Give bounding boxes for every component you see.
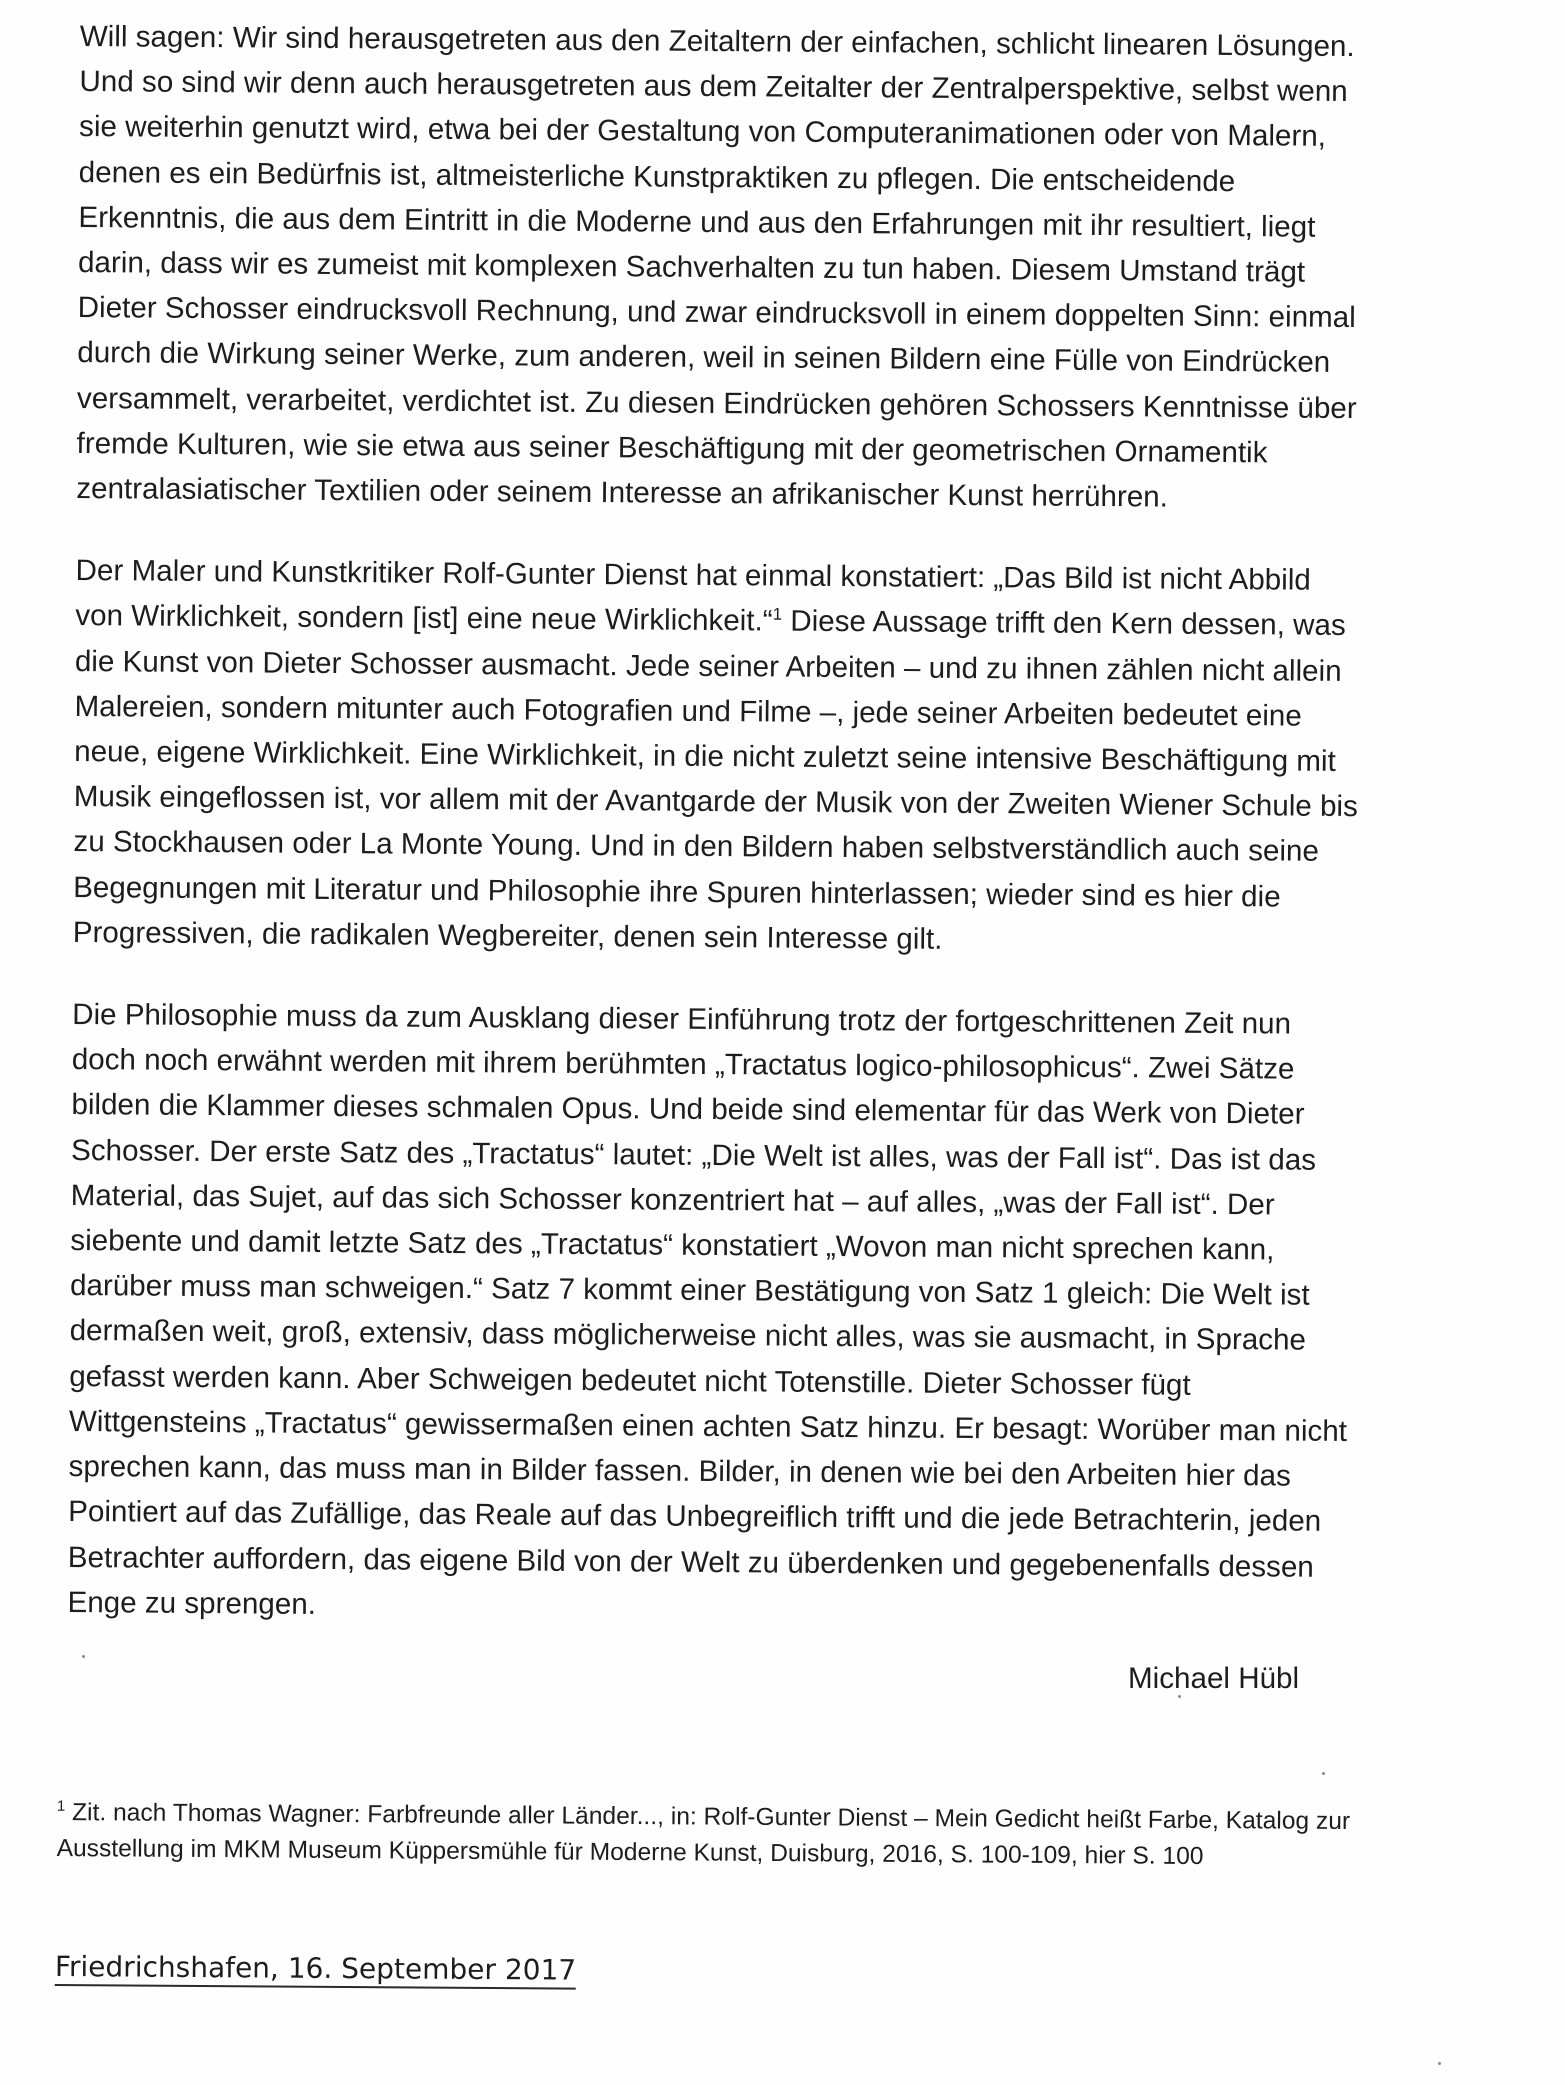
- scan-speck: [1438, 2062, 1441, 2065]
- paragraph-1: Will sagen: Wir sind herausgetreten aus den Zeitaltern der einfachen, schlicht linearen Lösungen. Und so sind wir denn auch herausgetreten aus dem Zeitalter der Zentralperspektive, selbst wenn sie weiterhin genutzt wird, etwa bei der Gestaltung von Computeranimationen oder von Malern, denen es ein Bedürfnis ist, altmeisterliche Kunstpraktiken zu pflegen. Die entscheidende Erkenntnis, die aus dem Eintritt in die Moderne und aus den Erfahrungen mit ihr resultiert, liegt darin, dass wir es zumeist mit komplexen Sachverhalten zu tun haben. Diesem Umstand trägt Dieter Schosser eindrucksvoll Rechnung, und zwar eindrucksvoll in einem doppelten Sinn: einmal durch die Wirkung seiner Werke, zum anderen, weil in seinen Bildern eine Fülle von Eindrücken versammelt, verarbeitet, verdichtet ist. Zu diesen Eindrücken gehören Schossers Kenntnisse über fremde Kulturen, wie sie etwa aus seiner Beschäftigung mit der geometrischen Ornamentik zentralasiatischer Textilien oder seinem Interesse an afrikanischer Kunst herrühren.: [76, 19, 1357, 514]
- author-signature: Michael Hübl: [1128, 1662, 1300, 1695]
- scan-speck: [1178, 1695, 1181, 1698]
- footnote-text: Zit. nach Thomas Wagner: Farbfreunde aller Länder..., in: Rolf-Gunter Dienst – Mein Gedicht heißt Farbe, Katalog zur Ausstellung im MKM Museum Küppersmühle für Moderne Kunst, Duisburg, 2016, S. 100-109, hier S. 100: [56, 1799, 1351, 1871]
- essay-body: [67, 14, 1520, 1673]
- paragraph-2-part-1: Der Maler und Kunstkritiker Rolf-Gunter Dienst hat einmal konstatiert: „Das Bild ist nicht Abbild von Wirklichkeit, sondern [ist] eine neue Wirklichkeit.“: [75, 554, 1311, 638]
- footnote-reference: 1: [772, 605, 783, 625]
- footnote: [56, 1795, 1516, 1877]
- paragraph-2: [73, 548, 1516, 966]
- scan-speck: [1322, 1772, 1325, 1775]
- paragraph-3: Die Philosophie muss da zum Ausklang dieser Einführung trotz der fortgeschrittenen Zeit nun doch noch erwähnt werden mit ihrem berühmten „Tractatus logico-philosophicus“. Zwei Sätze bilden die Klammer dieses schmalen Opus. Und beide sind elementar für das Werk von Dieter Schosser. Der erste Satz des „Tractatus“ lautet: „Die Welt ist alles, was der Fall ist“. Das ist das Material, das Sujet, auf das sich Schosser konzentriert hat – auf alles, „was der Fall ist“. Der siebente und damit letzte Satz des „Tractatus“ konstatiert „Wovon man nicht sprechen kann, darüber muss man schweigen.“ Satz 7 kommt einer Bestätigung von Satz 1 gleich: Die Welt ist dermaßen weit, groß, extensiv, dass möglicherweise nicht alles, was sie ausmacht, in Sprache gefasst werden kann. Aber Schweigen bedeutet nicht Totenstille. Dieter Schosser fügt Wittgensteins „Tractatus“ gewissermaßen einen achten Satz hinzu. Er besagt: Worüber man nicht sprechen kann, das muss man in Bilder fassen. Bilder, in denen wie bei den Arbeiten hier das Pointiert auf das Zufällige, das Reale auf das Unbegreiflich trifft und die jede Betrachterin, jeden Betrachter auffordern, das eigene Bild von der Welt zu überdenken und gegebenenfalls dessen Enge zu sprengen.: [67, 998, 1348, 1621]
- footnote-marker: 1: [56, 1797, 66, 1815]
- scan-speck: [82, 1655, 85, 1658]
- paragraph-2-part-2: Diese Aussage trifft den Kern dessen, was die Kunst von Dieter Schosser ausmacht. Jede seiner Arbeiten – und zu ihnen zählen nicht allein Malereien, sondern mitunter auch Fotografien und Filme –, jede seiner Arbeiten bedeutet eine neue, eigene Wirklichkeit. Eine Wirklichkeit, in die nicht zuletzt seine intensive Beschäftigung mit Musik eingeflossen ist, vor allem mit der Avantgarde der Musik von der Zweiten Wiener Schule bis zu Stockhausen oder La Monte Young. Und in den Bildern haben selbstverständlich auch seine Begegnungen mit Literatur und Philosophie ihre Spuren hinterlassen; wieder sind es hier die Progressiven, die radikalen Wegbereiter, denen sein Interesse gilt.: [72, 604, 1359, 956]
- place-and-date: Friedrichshafen, 16. September 2017: [55, 1950, 577, 1990]
